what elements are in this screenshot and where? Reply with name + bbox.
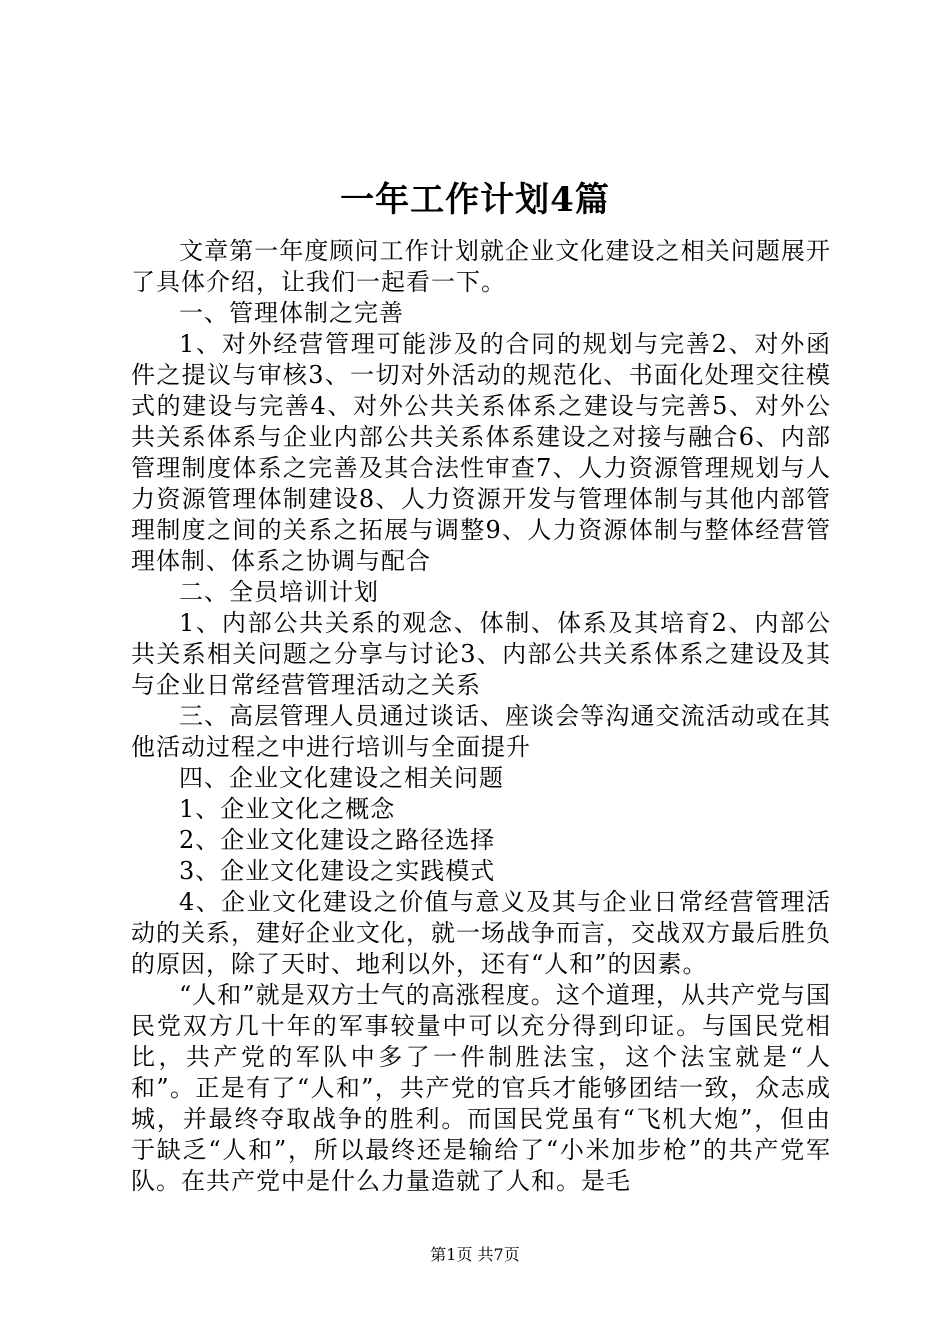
paragraph-intro: 文章第一年度顾问工作计划就企业文化建设之相关问题展开了具体介绍，让我们一起看一下。 bbox=[131, 237, 831, 296]
paragraph-management-list: 1、对外经营管理可能涉及的合同的规划与完善2、对外函件之提议与审核3、一切对外活动的规范化、书面化处理交往模式的建设与完善4、对外公共关系体系之建设与完善5、对外公共关系体系与企业内部公共关系体系建设之对接与融合6、内部管理制度体系之完善及其合法性审查7、人力资源管理规划与人力资源管理体制建设8、人力资源开发与管理体制与其他内部管理制度之间的关系之拓展与调整9、人力资源体制与整体经营管理体制、体系之协调与配合 bbox=[131, 330, 831, 575]
section-heading-1: 一、管理体制之完善 bbox=[179, 299, 404, 327]
paragraph-renhe: “人和”就是双方士气的高涨程度。这个道理，从共产党与国民党双方几十年的军事较量中可以充分得到印证。与国民党相比，共产党的军队中多了一件制胜法宝，这个法宝就是“人和”。正是有了“人和”，共产党的官兵才能够团结一致，众志成城，并最终夺取战争的胜利。而国民党虽有“飞机大炮”，但由于缺乏“人和”，所以最终还是输给了“小米加步枪”的共产党军队。在共产党中是什么力量造就了人和。是毛 bbox=[131, 981, 831, 1195]
document-body bbox=[131, 236, 831, 1197]
list-item-value: 4、企业文化建设之价值与意义及其与企业日常经营管理活动的关系，建好企业文化，就一场战争而言，交战双方最后胜负的原因，除了天时、地利以外，还有“人和”的因素。 bbox=[131, 888, 831, 978]
section-heading-2: 二、全员培训计划 bbox=[179, 578, 379, 606]
section-heading-4: 四、企业文化建设之相关问题 bbox=[179, 764, 504, 792]
list-item-path: 2、企业文化建设之路径选择 bbox=[179, 826, 496, 854]
paragraph-training-list: 1、内部公共关系的观念、体制、体系及其培育2、内部公共关系相关问题之分享与讨论3、内部公共关系体系之建设及其与企业日常经营管理活动之关系 bbox=[131, 609, 831, 699]
document-title: 一年工作计划4篇 bbox=[340, 180, 610, 220]
page-footer: 第1页 共7页 bbox=[430, 1245, 520, 1264]
section-heading-3: 三、高层管理人员通过谈话、座谈会等沟通交流活动或在其他活动过程之中进行培训与全面提升 bbox=[131, 702, 831, 761]
list-item-concept: 1、企业文化之概念 bbox=[179, 795, 396, 823]
list-item-model: 3、企业文化建设之实践模式 bbox=[179, 857, 496, 885]
